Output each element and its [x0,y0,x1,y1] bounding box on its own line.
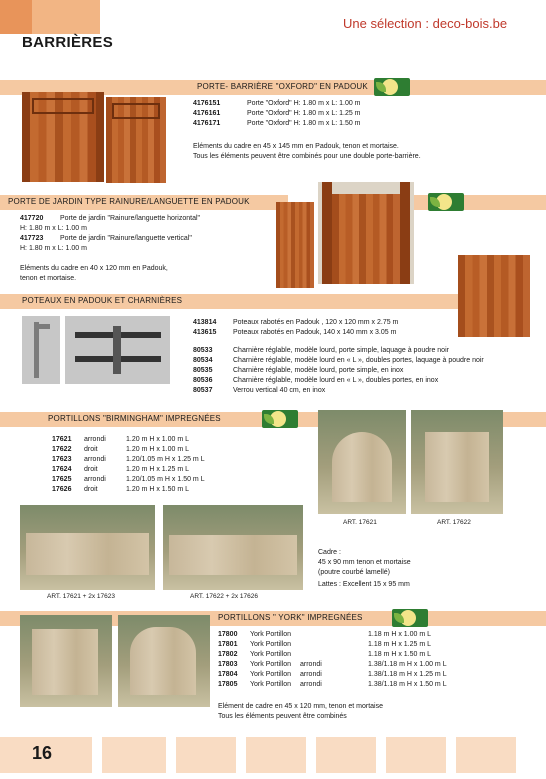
footer-tile [456,737,516,773]
page-number: 16 [32,743,53,763]
caption-combo-2: ART. 17622 + 2x 17626 [190,593,259,600]
section-bar-garden [0,195,288,210]
section-heading-oxford: PORTE- BARRIÈRE "OXFORD" EN PADOUK [197,82,368,91]
vertical-bolt-photo [22,316,60,384]
list-item: H: 1.80 m x L: 1.00 m [20,225,87,232]
table-row: 17624 droit 1.20 m H x 1.25 m L [52,466,190,473]
birmingham-product-list [52,435,205,495]
birmingham-combo-photo-1 [20,505,155,590]
list-item: 80537 Verrou vertical 40 cm, en inox [193,387,326,394]
garden-door-photo-2 [458,255,530,337]
list-item: 417723 Porte de jardin "Rainure/languette vertical" [20,235,192,242]
table-row: 17622 droit 1.20 m H x 1.00 m L [52,446,190,453]
birmingham-gate-photo-17622 [411,410,503,514]
hinges-product-list [193,346,484,396]
table-row: 17625 arrondi 1.20/1.05 m H x 1.50 m L [52,476,205,483]
posts-product-list [193,318,398,338]
table-row: 17804 York Portillon arrondi 1.38/1.18 m H x 1.25 m L [218,671,447,678]
birmingham-combo-photo-2 [163,505,303,590]
section-heading-york: PORTILLONS " YORK" IMPREGNÉES [218,613,363,622]
table-row: 17626 droit 1.20 m H x 1.50 m L [52,486,190,493]
caption-17621: ART. 17621 [343,519,377,526]
oxford-gate-photo [22,92,104,182]
garden-door-photo [318,182,414,284]
table-row: 17800 York Portillon 1.18 m H x 1.00 m L [218,631,432,638]
fsc-eco-badge-icon [262,410,298,428]
garden-door-photo-side [276,202,314,288]
fsc-eco-badge-icon [428,193,464,211]
oxford-gate-photo-2 [106,97,166,183]
list-item: 80536 Charnière réglable, modèle lourd en « L », doubles portes, en inox [193,377,439,384]
table-row: 17801 York Portillon 1.18 m H x 1.25 m L [218,641,432,648]
section-heading-birmingham: PORTILLONS "BIRMINGHAM" IMPREGNÉES [48,414,221,423]
oxford-product-list [193,99,361,129]
list-item: 4176151 Porte "Oxford" H: 1.80 m x L: 1.00 m [193,100,361,107]
birmingham-gate-photo-17621 [318,410,406,514]
york-notes: Elément de cadre en 45 x 120 mm, tenon et mortaise Tous les éléments peuvent être combinés [218,703,383,720]
header-corner-dark [0,0,32,34]
garden-notes: Eléments du cadre en 40 x 120 mm en Padouk, tenon et mortaise. [20,265,168,282]
footer-tile [316,737,376,773]
fsc-eco-badge-icon [392,609,428,627]
list-item: 80534 Charnière réglable, modèle lourd en « L », doubles portes, laquage à poudre noir [193,357,484,364]
list-item: H: 1.80 m x L: 1.00 m [20,245,87,252]
york-product-list [218,630,447,690]
section-bar-posts [0,294,458,309]
brand-text: Une sélection : deco-bois.be [343,16,508,31]
fsc-eco-badge-icon [374,78,410,96]
section-heading-posts: POTEAUX EN PADOUK ET CHARNIÈRES [22,296,183,305]
list-item: 4176171 Porte "Oxford" H: 1.80 m x L: 1.50 m [193,120,361,127]
garden-product-list [20,214,200,254]
york-gate-photo-2 [118,615,210,707]
caption-17622: ART. 17622 [437,519,471,526]
table-row: 17805 York Portillon arrondi 1.38/1.18 m H x 1.50 m L [218,681,447,688]
list-item: 413615 Poteaux rabotés en Padouk, 140 x 140 mm x 3.05 m [193,329,397,336]
oxford-notes: Eléments du cadre en 45 x 145 mm en Padouk, tenon et mortaise. Tous les éléments peuvent être combinés pour une double porte-barrière. [193,143,421,160]
section-bar-birmingham-right [498,412,546,427]
table-row: 17621 arrondi 1.20 m H x 1.00 m L [52,436,190,443]
table-row: 17802 York Portillon 1.18 m H x 1.50 m L [218,651,432,658]
footer-tile [386,737,446,773]
table-row: 17623 arrondi 1.20/1.05 m H x 1.25 m L [52,456,205,463]
list-item: 80535 Charnière réglable, modèle lourd, porte simple, en inox [193,367,404,374]
footer-tile [246,737,306,773]
footer-tile [176,737,236,773]
list-item: 4176161 Porte "Oxford" H: 1.80 m x L: 1.25 m [193,110,361,117]
section-heading-garden: PORTE DE JARDIN TYPE RAINURE/LANGUETTE EN PADOUK [8,197,250,206]
york-gate-photo-1 [20,615,112,707]
birmingham-frame-notes: Cadre : 45 x 90 mm tenon et mortaise (poutre courbé lamellé) Lattes : Excellent 15 x 95 mm [318,549,411,588]
list-item: 413814 Poteaux rabotés en Padouk , 120 x 120 mm x 2.75 m [193,319,399,326]
footer-tile [102,737,166,773]
list-item: 417720 Porte de jardin "Rainure/languette horizontal" [20,215,200,222]
table-row: 17803 York Portillon arrondi 1.38/1.18 m H x 1.00 m L [218,661,447,668]
page-title: BARRIÈRES [22,34,114,51]
caption-combo-1: ART. 17621 + 2x 17623 [47,593,116,600]
list-item: 80533 Charnière réglable, modèle lourd, porte simple, laquage à poudre noir [193,347,449,354]
hinge-photo [65,316,170,384]
